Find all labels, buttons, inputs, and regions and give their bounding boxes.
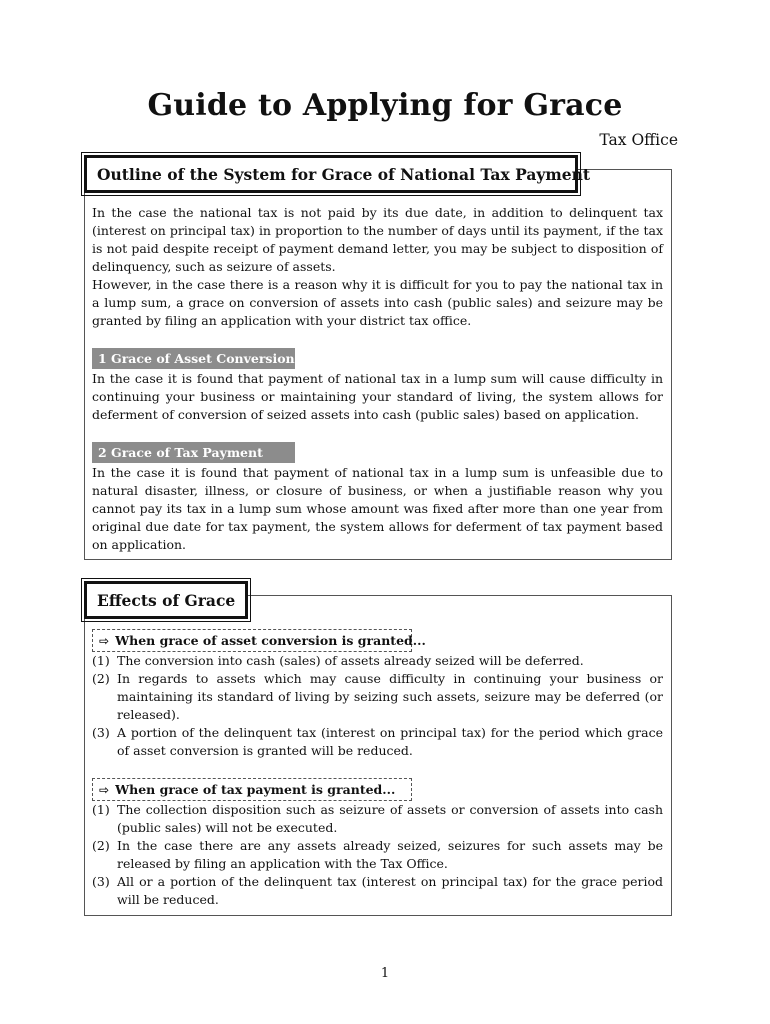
outline-intro-paragraph-1: In the case the national tax is not paid by its due date, in addition to delinquent tax (interest on principal tax) in proportion to the number of days until its payment, if the tax is not paid despite receipt of payment demand letter, you may be subject to disposition of delinquency, such as seizure of assets. bbox=[92, 205, 663, 274]
list-item bbox=[92, 670, 663, 724]
section-label-tax-payment: 2 Grace of Tax Payment bbox=[92, 442, 295, 463]
list-item bbox=[92, 837, 663, 873]
item-number: (1) bbox=[92, 653, 110, 668]
item-text: All or a portion of the delinquent tax (interest on principal tax) for the grace period will be reduced. bbox=[117, 874, 663, 907]
list-item bbox=[92, 724, 663, 760]
case-label-asset-conversion bbox=[92, 629, 426, 652]
tax-office-label: Tax Office bbox=[599, 131, 678, 149]
item-number: (1) bbox=[92, 802, 110, 817]
item-text: In regards to assets which may cause difficulty in continuing your business or maintaining its standard of living by seizing such assets, seizure may be deferred (or released). bbox=[117, 671, 663, 722]
arrow-right-icon: ⇨ bbox=[99, 782, 110, 797]
item-text: A portion of the delinquent tax (interest on principal tax) for the period which grace of asset conversion is granted will be reduced. bbox=[117, 725, 663, 758]
item-number: (2) bbox=[92, 838, 110, 853]
case-label-text: When grace of asset conversion is granted... bbox=[115, 633, 426, 648]
effects-heading: Effects of Grace bbox=[84, 581, 248, 619]
list-item bbox=[92, 873, 663, 909]
page-title: Guide to Applying for Grace bbox=[147, 88, 623, 123]
tax-payment-effects-list bbox=[92, 801, 663, 909]
asset-conversion-effects-list bbox=[92, 652, 663, 760]
item-text: The conversion into cash (sales) of assets already seized will be deferred. bbox=[117, 653, 584, 668]
case-label-text: When grace of tax payment is granted... bbox=[115, 782, 396, 797]
item-number: (3) bbox=[92, 874, 110, 889]
item-number: (3) bbox=[92, 725, 110, 740]
case-label-tax-payment bbox=[92, 778, 412, 801]
item-number: (2) bbox=[92, 671, 110, 686]
section-label-asset-conversion: 1 Grace of Asset Conversion bbox=[92, 348, 295, 369]
list-item bbox=[92, 652, 663, 670]
arrow-right-icon: ⇨ bbox=[99, 633, 110, 648]
outline-heading: Outline of the System for Grace of National Tax Payment bbox=[84, 155, 578, 193]
item-text: In the case there are any assets already seized, seizures for such assets may be released by filing an application with the Tax Office. bbox=[117, 838, 663, 871]
page-number: 1 bbox=[380, 966, 390, 981]
list-item bbox=[92, 801, 663, 837]
item-text: The collection disposition such as seizure of assets or conversion of assets into cash (public sales) will not be executed. bbox=[117, 802, 663, 835]
section-text-tax-payment: In the case it is found that payment of national tax in a lump sum is unfeasible due to natural disaster, illness, or closure of business, or when a justifiable reason why you cannot pay its tax in a lump sum whose amount was fixed after more than one year from original due date for tax payment, the system allows for deferment of tax payment based on application. bbox=[92, 465, 663, 552]
section-text-asset-conversion: In the case it is found that payment of national tax in a lump sum will cause difficulty in continuing your business or maintaining your standard of living, the system allows for deferment of conversion of seized assets into cash (public sales) based on application. bbox=[92, 371, 663, 422]
outline-intro-paragraph-2: However, in the case there is a reason why it is difficult for you to pay the national tax in a lump sum, a grace on conversion of assets into cash (public sales) and seizure may be granted by filing an application with your district tax office. bbox=[92, 277, 663, 328]
